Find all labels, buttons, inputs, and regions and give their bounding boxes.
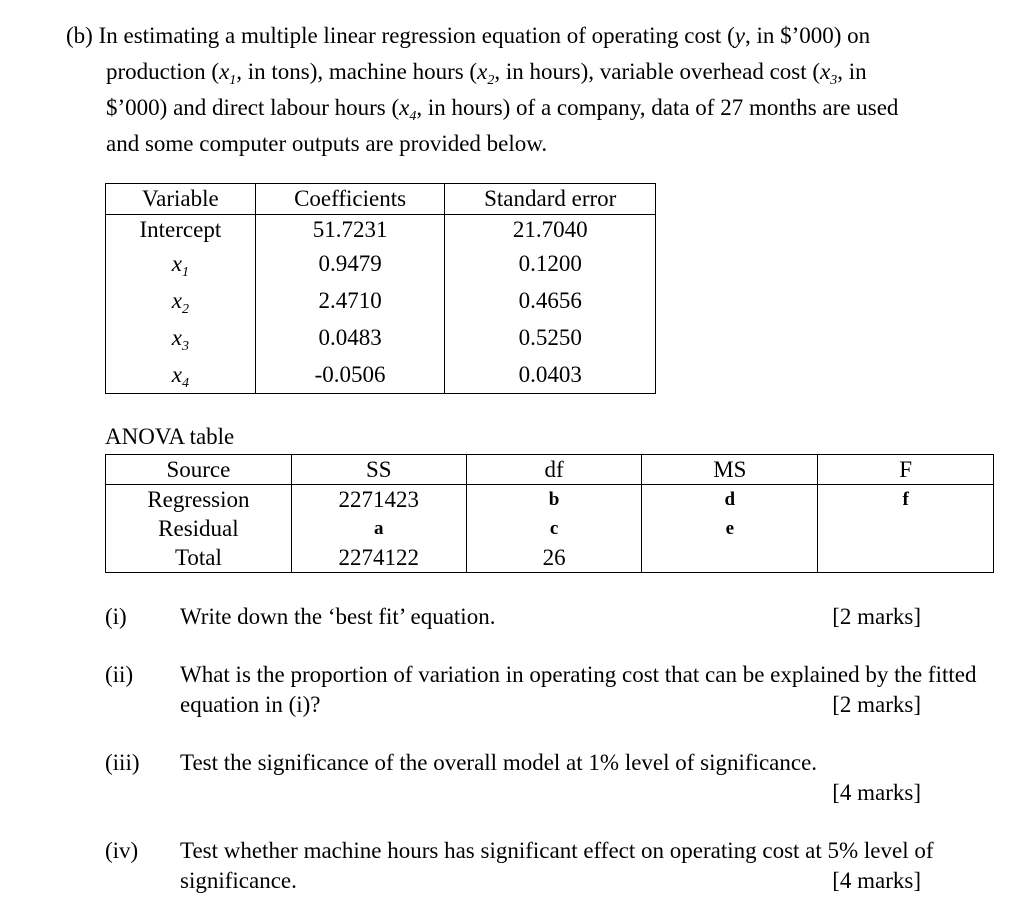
- f-cell: [818, 514, 994, 543]
- coefficient-cell: 2.4710: [255, 282, 445, 319]
- df-cell: c: [466, 514, 642, 543]
- variable-cell: $x_4$: [171, 361, 189, 391]
- std-error-cell: 0.5250: [445, 319, 656, 356]
- question-text: Write down the ‘best fit’ equation.: [180, 604, 496, 629]
- std-error-cell: 0.4656: [445, 282, 656, 319]
- question-number: (iii): [105, 750, 140, 775]
- std-error-cell: 21.7040: [445, 215, 656, 246]
- source-cell: Regression: [147, 486, 250, 512]
- variable-cell: $x_1$: [171, 250, 189, 280]
- header-df: df: [466, 455, 642, 485]
- std-error-cell: 0.1200: [445, 245, 656, 282]
- anova-table: [105, 454, 994, 573]
- table-row: [106, 319, 656, 356]
- table-header-row: [106, 455, 994, 485]
- ss-cell: 2274122: [291, 543, 466, 573]
- df-cell: 26: [466, 543, 642, 573]
- part-label: (b): [66, 23, 93, 48]
- question-number: (ii): [105, 662, 134, 687]
- table-row: [106, 514, 994, 543]
- table-row: [106, 485, 994, 515]
- f-cell: f: [818, 485, 994, 515]
- question-number: (i): [105, 604, 127, 629]
- intro-line-4: and some computer outputs are provided below.: [106, 131, 548, 156]
- ss-cell: a: [291, 514, 466, 543]
- header-standard-error: Standard error: [445, 184, 656, 215]
- coefficient-cell: 0.0483: [255, 319, 445, 356]
- table-row: [106, 245, 656, 282]
- coefficient-cell: 0.9479: [255, 245, 445, 282]
- question-text: Test whether machine hours has significant effect on operating cost at 5% level of significance.: [180, 838, 934, 893]
- marks-label: [4 marks]: [832, 780, 921, 805]
- marks-label: [4 marks]: [832, 868, 921, 893]
- header-coefficients: Coefficients: [255, 184, 445, 215]
- coefficients-table: [105, 183, 656, 394]
- source-cell: Total: [174, 544, 222, 570]
- table-row: [106, 215, 656, 246]
- coefficient-cell: -0.0506: [255, 356, 445, 394]
- question-text: What is the proportion of variation in operating cost that can be explained by the fitted equation in (i)?: [180, 662, 977, 717]
- table-header-row: [106, 184, 656, 215]
- question-iv: [105, 836, 995, 896]
- header-source: Source: [106, 455, 292, 485]
- header-f: F: [818, 455, 994, 485]
- intro-line-1: (b) In estimating a multiple linear regression equation of operating cost (y, in $’000) on: [66, 23, 871, 48]
- question-intro: [66, 18, 1006, 162]
- df-cell: b: [466, 485, 642, 515]
- intro-line-2: production ($x_1$, in tons), machine hours ($x_2$, in hours), variable overhead cost ($x_3$, in: [106, 59, 867, 88]
- question-text: Test the significance of the overall model at 1% level of significance.: [180, 750, 818, 775]
- marks-label: [2 marks]: [832, 604, 921, 629]
- ss-cell: 2271423: [291, 485, 466, 515]
- ms-cell: d: [642, 485, 818, 515]
- source-cell: Residual: [158, 515, 239, 541]
- header-ms: MS: [642, 455, 818, 485]
- header-variable: Variable: [106, 184, 256, 215]
- std-error-cell: 0.0403: [445, 356, 656, 394]
- variable-cell: $x_3$: [171, 324, 189, 354]
- table-row: [106, 282, 656, 319]
- ms-cell: [642, 543, 818, 573]
- ms-cell: e: [642, 514, 818, 543]
- question-ii: [105, 660, 995, 720]
- table-row: [106, 543, 994, 573]
- variable-cell: $x_2$: [171, 287, 189, 317]
- f-cell: [818, 543, 994, 573]
- header-ss: SS: [291, 455, 466, 485]
- variable-cell: Intercept: [139, 217, 222, 242]
- marks-label: [2 marks]: [832, 692, 921, 717]
- table-row: [106, 356, 656, 394]
- coefficient-cell: 51.7231: [255, 215, 445, 246]
- anova-title: ANOVA table: [105, 424, 235, 449]
- question-iii: [105, 748, 995, 808]
- intro-line-3: $’000) and direct labour hours ($x_4$, in hours) of a company, data of 27 months are used: [106, 95, 899, 124]
- question-i: [105, 602, 995, 632]
- question-number: (iv): [105, 838, 139, 863]
